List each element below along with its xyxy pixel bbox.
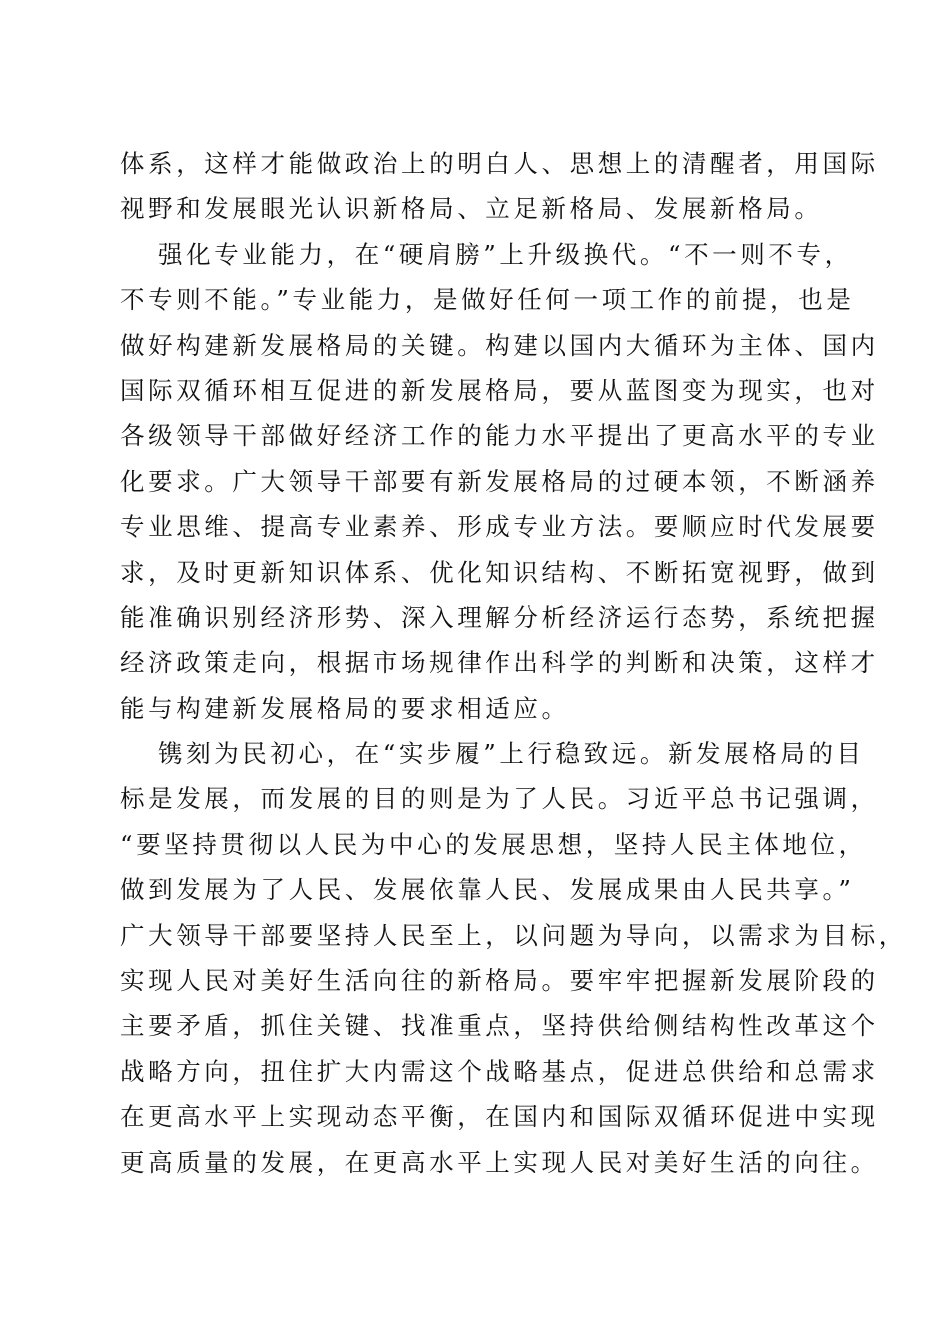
text-line: 化要求。广大领导干部要有新发展格局的过硬本领，不断涵养 (120, 466, 879, 496)
text-line: 实现人民对美好生活向往的新格局。要牢牢把握新发展阶段的 (120, 966, 879, 996)
text-line: 更高质量的发展，在更高水平上实现人民对美好生活的向往。 (120, 1147, 879, 1177)
text-line: 做到发展为了人民、发展依靠人民、发展成果由人民共享。” (120, 875, 855, 905)
text-line: 做好构建新发展格局的关键。构建以国内大循环为主体、国内 (120, 330, 879, 360)
text-line: 经济政策走向，根据市场规律作出科学的判断和决策，这样才 (120, 648, 879, 678)
text-line: 专业思维、提高专业素养、形成专业方法。要顺应时代发展要 (120, 512, 879, 542)
text-line: 标是发展，而发展的目的则是为了人民。习近平总书记强调， (120, 784, 879, 814)
text-line: 镌刻为民初心，在“实步履”上行稳致远。新发展格局的目 (158, 739, 865, 769)
text-line: 不专则不能。”专业能力，是做好任何一项工作的前提，也是 (120, 285, 855, 315)
text-line: 求，及时更新知识体系、优化知识结构、不断拓宽视野，做到 (120, 557, 879, 587)
text-line: 战略方向，扭住扩大内需这个战略基点，促进总供给和总需求 (120, 1056, 879, 1086)
paragraph-3 (120, 731, 907, 1185)
text-line: 能与构建新发展格局的要求相适应。 (120, 693, 570, 723)
document-page (120, 141, 907, 1185)
text-line: 能准确识别经济形势、深入理解分析经济运行态势，系统把握 (120, 602, 879, 632)
text-line: 各级领导干部做好经济工作的能力水平提出了更高水平的专业 (120, 421, 879, 451)
text-line: 主要矛盾，抓住关键、找准重点，坚持供给侧结构性改革这个 (120, 1011, 879, 1041)
paragraph-2 (120, 232, 879, 731)
text-line: 视野和发展眼光认识新格局、立足新格局、发展新格局。 (120, 194, 823, 224)
text-line: “要坚持贯彻以人民为中心的发展思想，坚持人民主体地位， (120, 829, 867, 859)
text-line: 强化专业能力，在“硬肩膀”上升级换代。“不一则不专， (158, 239, 853, 269)
paragraph-1 (120, 141, 879, 232)
text-line: 国际双循环相互促进的新发展格局，要从蓝图变为现实，也对 (120, 375, 879, 405)
text-line: 在更高水平上实现动态平衡，在国内和国际双循环促进中实现 (120, 1102, 879, 1132)
text-line: 广大领导干部要坚持人民至上，以问题为导向，以需求为目标， (120, 920, 907, 950)
text-line: 体系，这样才能做政治上的明白人、思想上的清醒者，用国际 (120, 149, 879, 178)
